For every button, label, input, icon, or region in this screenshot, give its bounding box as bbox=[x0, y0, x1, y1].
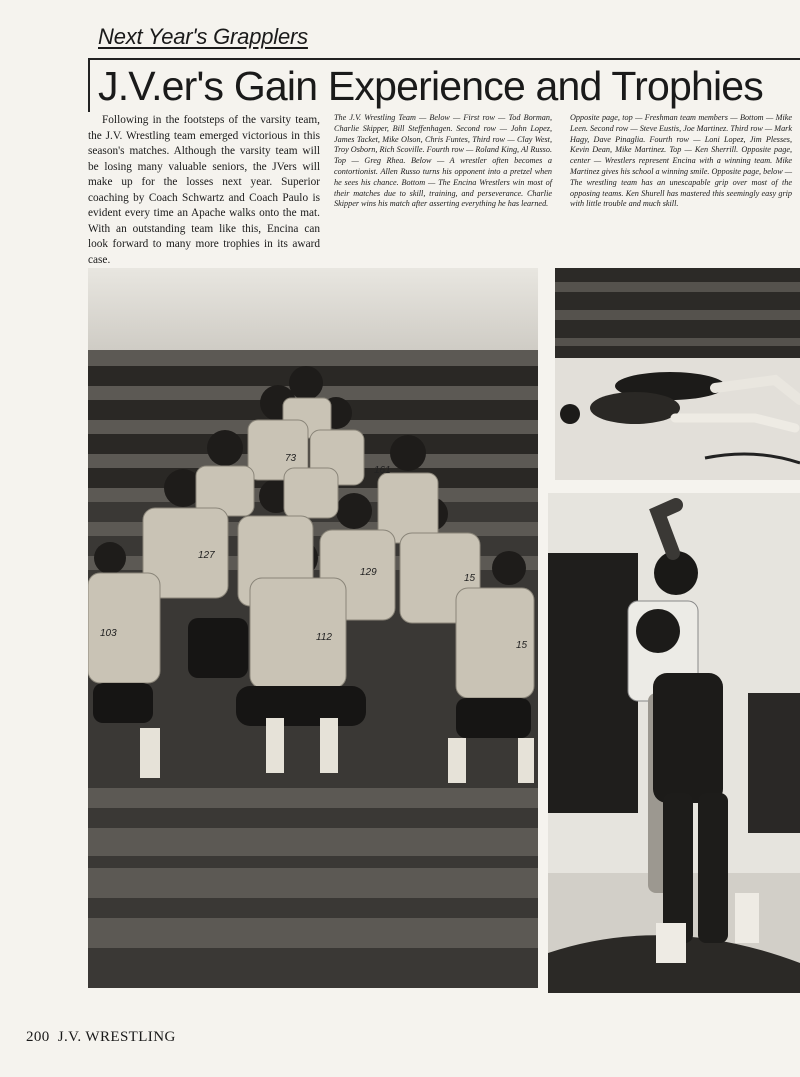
jersey-number: 73 bbox=[285, 453, 297, 464]
jersey-number: 112 bbox=[316, 632, 332, 643]
jersey-number: 161 bbox=[374, 465, 391, 476]
jersey-number: 15 bbox=[516, 640, 528, 651]
match-photo-top bbox=[555, 268, 800, 480]
folio bbox=[26, 1029, 176, 1046]
page-number: 200 bbox=[26, 1029, 50, 1045]
match-photo-center bbox=[548, 493, 800, 993]
headline: J.V.er's Gain Experience and Trophies bbox=[98, 63, 763, 109]
section-kicker: Next Year's Grapplers bbox=[98, 24, 308, 49]
caption-right: Opposite page, top — Freshman team members — Bottom — Mike Leen. Second row — Steve Eustis, Joe Martinez. Third row — Mark Hagy, Dave Pinaglia. Fourth row — Loni Lopez, Jim Plesses, Kevin Dean, Mike Martinez. Top — Ken Sherrill. Opposite page, center — Wrestlers represent Encina with a winning team. Mike Martinez gives his school a winning smile. Opposite page, below — The wrestling team has an unescapable grip over most of the opposing teams. Ken Shurell has mastered this seemingly easy grip with little trouble and much skill. bbox=[570, 113, 792, 209]
jersey-number: 127 bbox=[198, 550, 215, 561]
jersey-number: 129 bbox=[360, 567, 377, 578]
body-text: Following in the footsteps of the varsity team, the J.V. Wrestling team emerged victorious in this season's matches. Although the varsity team will be losing many valuable seniors, the JVers will make up for the losses next year. Superior coaching by Coach Schwartz and Coach Paulo is evident every time an Apache walks onto the mat. With an outstanding team like this, Encina can look forward to many more trophies in its award case. bbox=[88, 114, 320, 266]
section-name: J.V. WRESTLING bbox=[57, 1029, 176, 1045]
team-photo bbox=[88, 268, 538, 988]
jersey-number: 103 bbox=[100, 628, 117, 639]
jersey-number: 15 bbox=[464, 573, 476, 584]
caption-left: The J.V. Wrestling Team — Below — First row — Tod Borman, Charlie Skipper, Bill Steffenhagen. Second row — John Lopez, James Tacket, Mike Olson, Chris Funtes, Third row — Clay West, Troy Osborn, Rich Scoville. Fourth row — Roland King, Al Russo. Top — Greg Rhea. Below — A wrestler often becomes a contortionist. Allen Russo turns his opponent into a pretzel when he sees his chance. Bottom — The Encina Wrestlers win most of their matches due to skill, training, and perseverance. Charlie Skipper wins his match after asserting everything he has learned. bbox=[334, 113, 552, 209]
